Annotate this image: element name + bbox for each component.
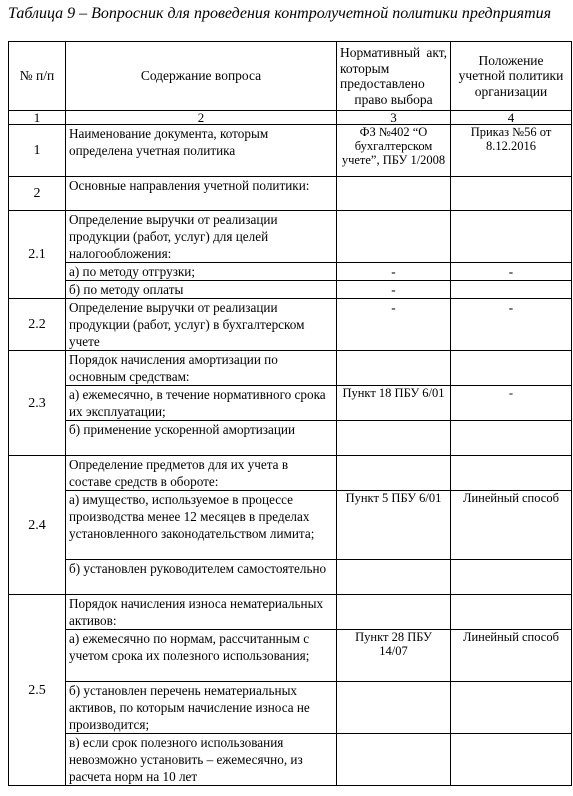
act-cell — [337, 595, 451, 630]
row-number: 2.5 — [9, 595, 66, 786]
position-cell — [451, 177, 572, 211]
index-cell: 2 — [66, 111, 337, 125]
act-cell — [337, 560, 451, 595]
question-text: Наименование документа, которым определена учетная политика — [66, 125, 337, 177]
position-text: Приказ №56 от 8.12.2016 — [451, 125, 572, 177]
row-number: 2.2 — [9, 299, 66, 351]
act-cell — [337, 456, 451, 491]
table-row — [9, 560, 572, 595]
question-text: Определение выручки от реализации продукции (работ, услуг) в бухгалтерском учете — [66, 299, 337, 351]
questionnaire-table — [8, 41, 572, 786]
act-cell — [337, 211, 451, 263]
table-row — [9, 386, 572, 421]
option-text: б) применение ускоренной амортизации — [66, 421, 337, 456]
table-row — [9, 351, 572, 386]
position-cell — [451, 682, 572, 734]
position-text: - — [451, 299, 572, 351]
position-cell — [451, 211, 572, 263]
table-row — [9, 734, 572, 786]
position-cell — [451, 560, 572, 595]
position-cell — [451, 281, 572, 299]
option-text: в) если срок полезного использования невозможно установить – ежемесячно, из расчета норм на 10 лет — [66, 734, 337, 786]
table-caption: Таблица 9 – Вопросник для проведения контролучетной политики предприятия — [8, 5, 552, 22]
act-cell — [337, 734, 451, 786]
table-row — [9, 491, 572, 560]
act-text: Пункт 28 ПБУ 14/07 — [337, 630, 451, 682]
act-text: - — [337, 281, 451, 299]
option-text: а) по методу отгрузки; — [66, 263, 337, 281]
header-num: № п/п — [9, 42, 66, 111]
position-cell — [451, 351, 572, 386]
act-text: - — [337, 263, 451, 281]
table-row — [9, 421, 572, 456]
position-cell — [451, 456, 572, 491]
position-text: Линейный способ — [451, 491, 572, 560]
question-text: Основные направления учетной политики: — [66, 177, 337, 211]
table-row — [9, 125, 572, 177]
act-cell — [337, 682, 451, 734]
header-position: Положение учетной политики организации — [451, 42, 572, 111]
index-cell: 1 — [9, 111, 66, 125]
table-row — [9, 263, 572, 281]
option-text: а) ежемесячно, в течение нормативного срока их эксплуатации; — [66, 386, 337, 421]
question-text: Порядок начисления амортизации по основным средствам: — [66, 351, 337, 386]
position-cell — [451, 421, 572, 456]
option-text: б) установлен руководителем самостоятельно — [66, 560, 337, 595]
row-number: 2.4 — [9, 456, 66, 595]
act-text: Пункт 5 ПБУ 6/01 — [337, 491, 451, 560]
question-text: Порядок начисления износа нематериальных активов: — [66, 595, 337, 630]
index-row — [9, 111, 572, 125]
table-row — [9, 281, 572, 299]
question-text: Определение выручки от реализации продукции (работ, услуг) для целей налогообложения: — [66, 211, 337, 263]
index-cell: 4 — [451, 111, 572, 125]
row-number: 1 — [9, 125, 66, 177]
table-row — [9, 211, 572, 263]
table-row — [9, 630, 572, 682]
table-row — [9, 299, 572, 351]
option-text: б) по методу оплаты — [66, 281, 337, 299]
act-cell — [337, 421, 451, 456]
position-text: - — [451, 263, 572, 281]
act-cell — [337, 351, 451, 386]
table-row — [9, 177, 572, 211]
position-text: - — [451, 386, 572, 421]
act-text: Пункт 18 ПБУ 6/01 — [337, 386, 451, 421]
act-text: ФЗ №402 “О бухгалтерском учете”, ПБУ 1/2008 — [337, 125, 451, 177]
position-text: Линейный способ — [451, 630, 572, 682]
act-cell — [337, 177, 451, 211]
row-number: 2.3 — [9, 351, 66, 456]
act-text: - — [337, 299, 451, 351]
row-number: 2.1 — [9, 211, 66, 299]
header-row — [9, 42, 572, 111]
header-act: Нормативный акт, которым предоставлено право выбора — [337, 42, 451, 111]
table-row — [9, 682, 572, 734]
position-cell — [451, 734, 572, 786]
option-text: б) установлен перечень нематериальных активов, по которым начисление износа не производится; — [66, 682, 337, 734]
option-text: а) ежемесячно по нормам, рассчитанным с учетом срока их полезного использования; — [66, 630, 337, 682]
table-row — [9, 456, 572, 491]
row-number: 2 — [9, 177, 66, 211]
position-cell — [451, 595, 572, 630]
index-cell: 3 — [337, 111, 451, 125]
header-question: Содержание вопроса — [66, 42, 337, 111]
table-row — [9, 595, 572, 630]
option-text: а) имущество, используемое в процессе производства менее 12 месяцев в пределах установленного законодательством лимита; — [66, 491, 337, 560]
question-text: Определение предметов для их учета в составе средств в обороте: — [66, 456, 337, 491]
